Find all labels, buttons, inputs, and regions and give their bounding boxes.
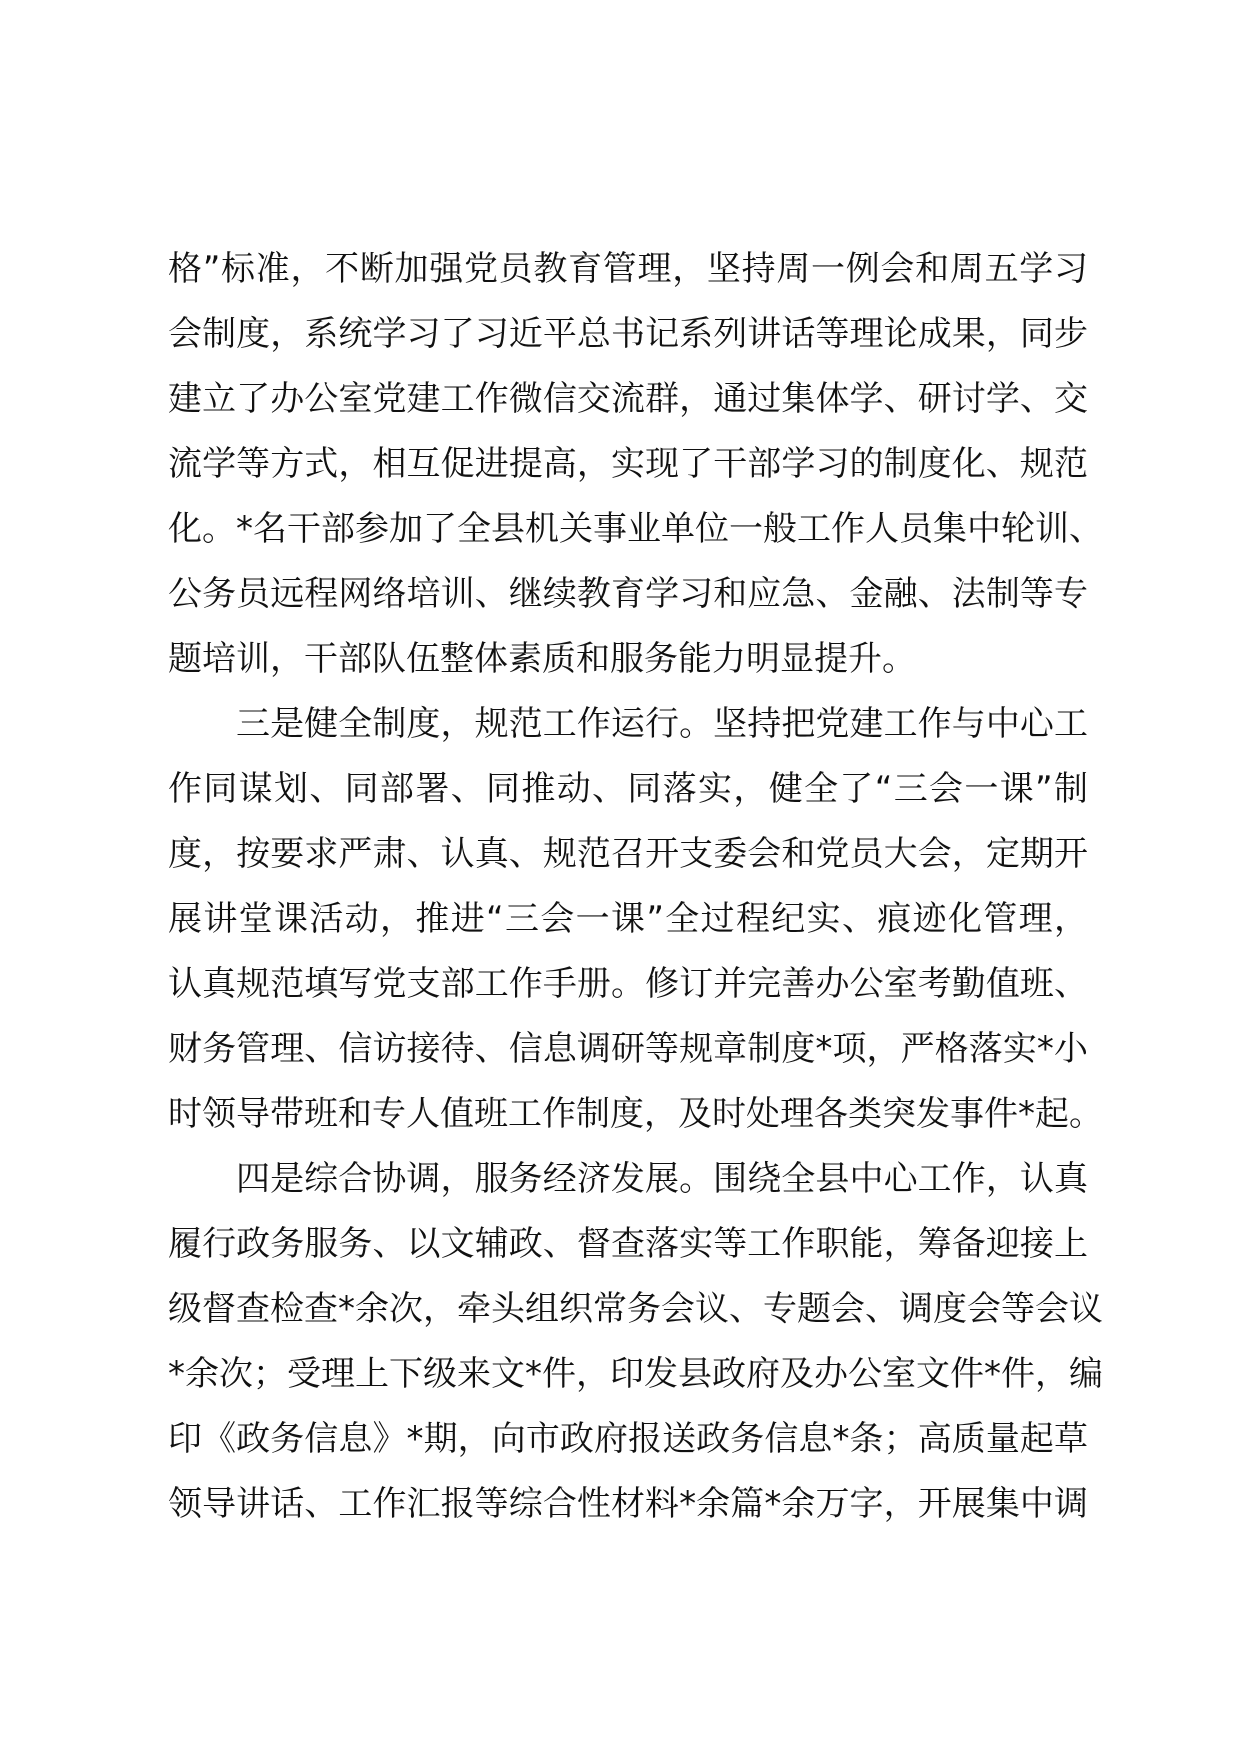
text-line: 认真规范填写党支部工作手册。修订并完善办公室考勤值班、	[168, 964, 1088, 1004]
text-line: 时领导带班和专人值班工作制度，及时处理各类突发事件*起。	[168, 1094, 1103, 1134]
text-line: 会制度，系统学习了习近平总书记系列讲话等理论成果，同步	[168, 314, 1088, 354]
text-line: 级督查检查*余次，牵头组织常务会议、专题会、调度会等会议	[168, 1289, 1103, 1329]
text-line: 度，按要求严肃、认真、规范召开支委会和党员大会，定期开	[168, 834, 1088, 874]
text-line: 履行政务服务、以文辅政、督查落实等工作职能，筹备迎接上	[168, 1224, 1088, 1264]
text-line: 展讲堂课活动，推进“三会一课”全过程纪实、痕迹化管理，	[168, 899, 1088, 939]
text-line: 化。*名干部参加了全县机关事业单位一般工作人员集中轮训、	[168, 509, 1103, 549]
text-line: *余次；受理上下级来文*件，印发县政府及办公室文件*件，编	[168, 1354, 1103, 1394]
text-line: 题培训，干部队伍整体素质和服务能力明显提升。	[168, 639, 916, 679]
text-line: 格”标准，不断加强党员教育管理，坚持周一例会和周五学习	[168, 249, 1088, 289]
text-line: 财务管理、信访接待、信息调研等规章制度*项，严格落实*小	[168, 1029, 1088, 1069]
paragraph-start-line: 三是健全制度，规范工作运行。坚持把党建工作与中心工	[236, 704, 1088, 744]
text-line: 印《政务信息》*期，向市政府报送政务信息*条；高质量起草	[168, 1419, 1088, 1459]
text-line: 公务员远程网络培训、继续教育学习和应急、金融、法制等专	[168, 574, 1088, 614]
document-body	[168, 237, 1103, 1537]
text-line: 领导讲话、工作汇报等综合性材料*余篇*余万字，开展集中调	[168, 1484, 1088, 1524]
paragraph-start-line: 四是综合协调，服务经济发展。围绕全县中心工作，认真	[236, 1159, 1088, 1199]
text-line: 流学等方式，相互促进提高，实现了干部学习的制度化、规范	[168, 444, 1088, 484]
text-line: 作同谋划、同部署、同推动、同落实，健全了“三会一课”制	[168, 769, 1088, 809]
text-line: 建立了办公室党建工作微信交流群，通过集体学、研讨学、交	[168, 379, 1088, 419]
